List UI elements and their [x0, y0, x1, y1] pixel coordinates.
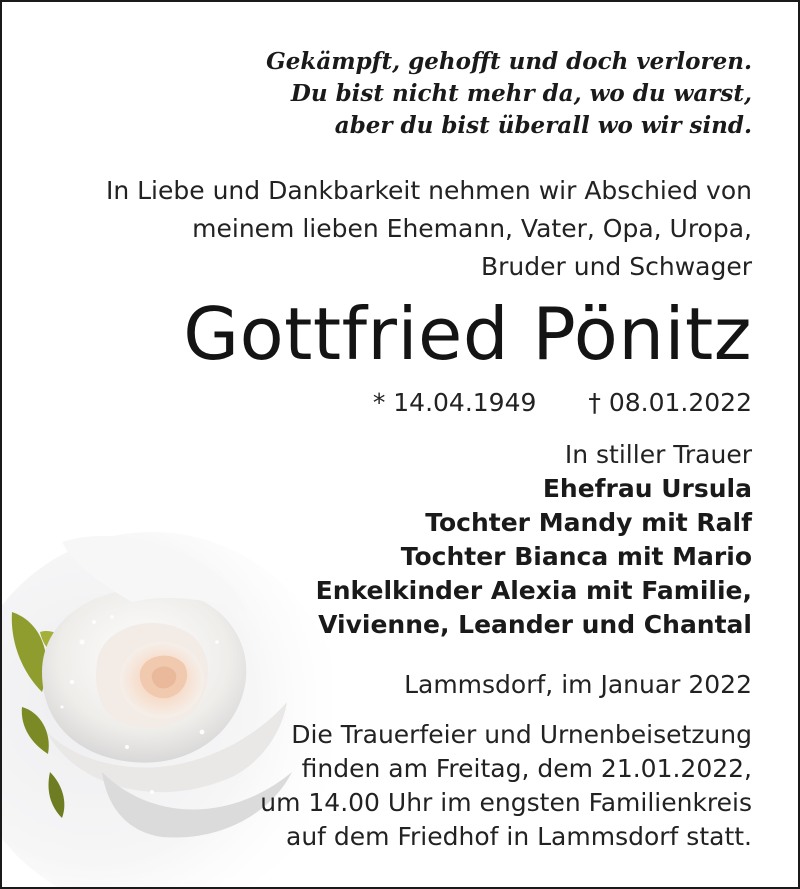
death-date: † 08.01.2022 — [588, 388, 752, 417]
service-line: auf dem Friedhof in Lammsdorf statt. — [286, 822, 752, 851]
motto-line: aber du bist überall wo wir sind. — [334, 112, 752, 139]
service-line: um 14.00 Uhr im engsten Familienkreis — [260, 788, 752, 817]
life-dates — [373, 384, 752, 422]
intro-text — [106, 172, 752, 286]
birth-date: * 14.04.1949 — [372, 388, 537, 417]
place-date: Lammsdorf, im Januar 2022 — [404, 670, 752, 699]
service-line: Die Trauerfeier und Urnenbeisetzung — [291, 720, 752, 749]
motto — [266, 46, 752, 142]
mourner-line: Enkelkinder Alexia mit Familie, — [315, 576, 752, 605]
mourner-line: Tochter Bianca mit Mario — [400, 542, 752, 571]
motto-line: Du bist nicht mehr da, wo du warst, — [290, 80, 752, 107]
mourners — [316, 438, 752, 642]
intro-line: Bruder und Schwager — [480, 252, 752, 281]
mourning-lead: In stiller Trauer — [564, 440, 752, 469]
service-line: finden am Freitag, dem 21.01.2022, — [301, 754, 752, 783]
intro-line: meinem lieben Ehemann, Vater, Opa, Uropa, — [192, 214, 752, 243]
deceased-name: Gottfried Pönitz — [183, 292, 752, 376]
mourner-line: Tochter Mandy mit Ralf — [425, 508, 752, 537]
intro-line: In Liebe und Dankbarkeit nehmen wir Abschied von — [105, 176, 752, 205]
motto-line: Gekämpft, gehofft und doch verloren. — [266, 48, 752, 75]
mourner-line: Ehefrau Ursula — [542, 474, 752, 503]
mourner-line: Vivienne, Leander und Chantal — [318, 610, 752, 639]
service-info — [260, 718, 752, 854]
